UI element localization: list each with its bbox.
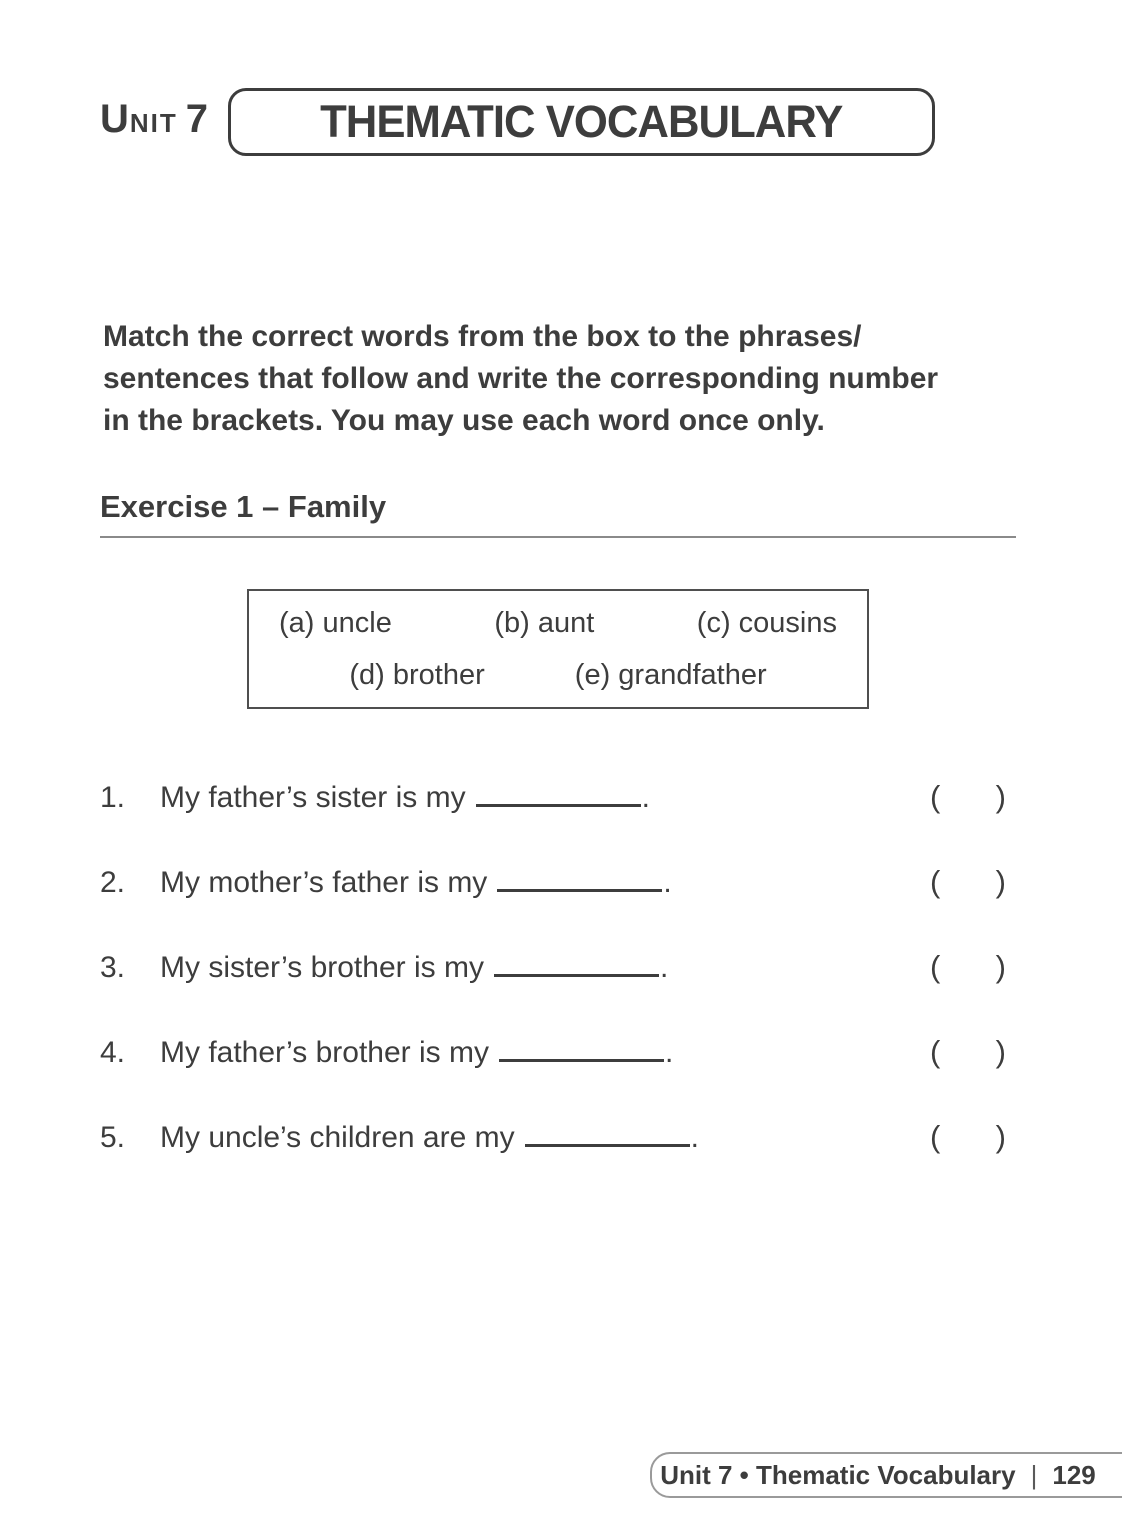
question-text: My father’s sister is my xyxy=(160,781,466,814)
question-row xyxy=(100,949,1006,986)
sentence-period: . xyxy=(659,951,669,984)
question-row xyxy=(100,779,1006,816)
sentence-period: . xyxy=(665,1036,674,1069)
answer-brackets xyxy=(930,1119,1006,1155)
sentence-period: . xyxy=(690,1121,699,1154)
open-bracket: ( xyxy=(930,864,941,899)
unit-label xyxy=(100,97,208,142)
open-bracket: ( xyxy=(930,1119,941,1154)
open-bracket: ( xyxy=(930,949,941,984)
answer-blank xyxy=(494,974,659,977)
question-text: My uncle’s children are my xyxy=(160,1121,515,1154)
unit-title-box xyxy=(228,88,935,156)
open-bracket: ( xyxy=(930,779,941,814)
close-bracket: ) xyxy=(995,949,1006,984)
question-number: 5. xyxy=(100,1121,126,1154)
question-row xyxy=(100,1119,1006,1156)
question-text: My sister’s brother is my xyxy=(160,951,484,984)
word-option-a: (a) uncle xyxy=(279,607,392,639)
answer-brackets xyxy=(930,779,1006,815)
answer-brackets xyxy=(930,1034,1006,1070)
question-row xyxy=(100,1034,1006,1071)
question-number: 1. xyxy=(100,781,126,814)
page-title: THEMATIC VOCABULARY xyxy=(320,96,843,147)
close-bracket: ) xyxy=(995,864,1006,899)
answer-brackets xyxy=(930,949,1006,985)
word-box-row xyxy=(279,658,837,692)
question-number: 2. xyxy=(100,866,126,899)
question-number: 3. xyxy=(100,951,126,984)
footer-label: Unit 7 • Thematic Vocabulary xyxy=(660,1459,1016,1490)
instructions-line: Match the correct words from the box to the phrases/ xyxy=(103,320,862,353)
instructions-line: sentences that follow and write the corresponding number xyxy=(103,362,939,395)
word-option-e: (e) grandfather xyxy=(574,659,767,691)
word-box xyxy=(247,589,869,709)
question-number: 4. xyxy=(100,1036,126,1069)
exercise-heading: Exercise 1 – Family xyxy=(100,489,1016,538)
close-bracket: ) xyxy=(995,1119,1006,1154)
question-row xyxy=(100,864,1006,901)
sentence-period: . xyxy=(641,781,650,814)
unit-number: 7 xyxy=(185,97,209,141)
word-box-row xyxy=(279,606,837,640)
footer-separator: | xyxy=(1030,1459,1038,1490)
close-bracket: ) xyxy=(995,779,1006,814)
answer-brackets xyxy=(930,864,1006,900)
question-list xyxy=(100,779,1006,1204)
instructions-paragraph xyxy=(103,316,1063,442)
instructions-line: in the brackets. You may use each word once only. xyxy=(103,404,825,437)
question-text: My mother’s father is my xyxy=(160,866,488,899)
close-bracket: ) xyxy=(995,1034,1006,1069)
open-bracket: ( xyxy=(930,1034,941,1069)
footer-page-banner xyxy=(650,1452,1122,1498)
word-option-c: (c) cousins xyxy=(696,607,837,639)
answer-blank xyxy=(476,804,641,807)
footer-page-number: 129 xyxy=(1052,1459,1096,1490)
word-option-d: (d) brother xyxy=(349,659,485,691)
answer-blank xyxy=(497,889,662,892)
unit-word-initial: U xyxy=(100,97,130,141)
unit-word-rest: NIT xyxy=(129,108,178,138)
answer-blank xyxy=(499,1059,664,1062)
question-text: My father’s brother is my xyxy=(160,1036,489,1069)
sentence-period: . xyxy=(663,866,672,899)
word-option-b: (b) aunt xyxy=(494,607,595,639)
answer-blank xyxy=(525,1144,690,1147)
